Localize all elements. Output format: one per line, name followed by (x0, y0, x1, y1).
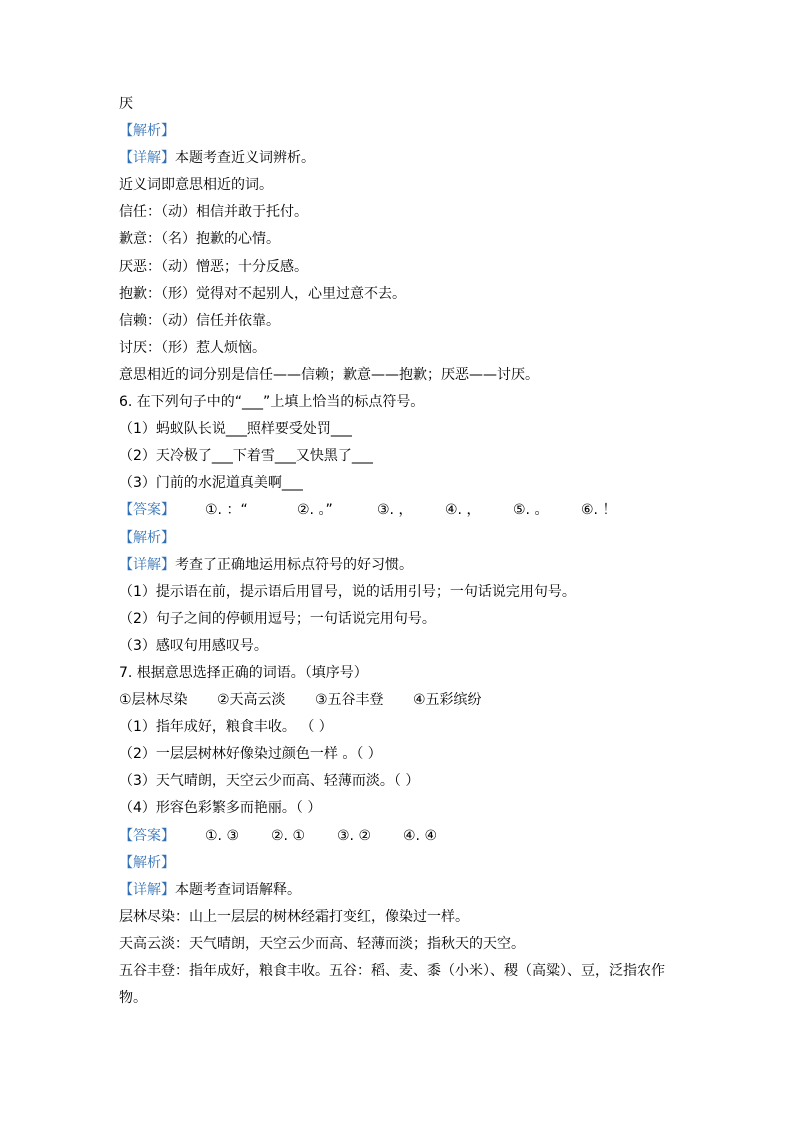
option-item: ④五彩缤纷 (413, 692, 482, 709)
text-line: 歉意：（名）抱歉的心情。 (119, 231, 280, 248)
analysis-tag: 【解析】 (119, 529, 175, 546)
answer-item: ③. ② (337, 827, 372, 844)
text-line: 信赖：（动）信任并依靠。 (119, 312, 280, 329)
detail-text: 本题考查近义词辨析。 (175, 150, 315, 167)
document-page (119, 91, 679, 1012)
analysis-tag: 【解析】 (119, 854, 175, 871)
option-item: ③五谷丰登 (315, 692, 384, 709)
question-7-title: 7. 根据意思选择正确的词语。（填序号） (119, 664, 368, 681)
answer-item: ①. ：“ (205, 502, 248, 519)
question-6-item-3: （3）门前的水泥道真美啊___ (119, 475, 303, 492)
detail-tag: 【详解】 (119, 556, 175, 573)
question-6-title: 6. 在下列句子中的“___”上填上恰当的标点符号。 (119, 394, 425, 411)
detail-tag: 【详解】 (119, 150, 175, 167)
detail-text: 本题考查词语解释。 (175, 881, 301, 898)
answer-item: ②. ① (271, 827, 306, 844)
option-item: ①层林尽染 (119, 692, 188, 709)
text-line: 近义词即意思相近的词。 (119, 177, 273, 194)
text-line: 厌恶：（动）憎恶；十分反感。 (119, 258, 308, 275)
answer-item: ⑥. ！ (581, 502, 617, 519)
text-line: 层林尽染：山上一层层的树林经霜打变红，像染过一样。 (119, 908, 469, 925)
question-7-item-4: （4）形容色彩繁多而艳丽。（ ） (119, 800, 322, 817)
question-7-item-1: （1）指年成好，粮食丰收。 （ ） (119, 719, 333, 736)
text-line: 意思相近的词分别是信任——信赖；歉意——抱歉；厌恶——讨厌。 (119, 366, 539, 383)
text-line: 信任：（动）相信并敢于托付。 (119, 204, 308, 221)
detail-tag: 【详解】 (119, 881, 175, 898)
detail-text: 考查了正确地运用标点符号的好习惯。 (175, 556, 413, 573)
question-7-item-2: （2）一层层树林好像染过颜色一样 。（ ） (119, 746, 382, 763)
question-6-item-1: （1）蚂蚁队长说___照样要受处罚___ (119, 421, 352, 438)
detail-line (119, 552, 679, 579)
answer-item: ④. ， (445, 502, 481, 519)
analysis-tag: 【解析】 (119, 123, 175, 140)
text-line: （2）句子之间的停顿用逗号；一句话说完用句号。 (119, 610, 436, 627)
detail-line (119, 145, 679, 172)
question-6-item-2: （2）天冷极了___下着雪___又快黑了___ (119, 448, 373, 465)
question-6-answer (119, 497, 679, 524)
answer-item: ⑤. 。 (513, 502, 549, 519)
answer-item: ③. ， (377, 502, 413, 519)
option-item: ②天高云淡 (217, 692, 286, 709)
text-line: 厌 (119, 96, 133, 112)
text-line: （3）感叹句用感叹号。 (119, 637, 268, 654)
text-line: 讨厌：（形）惹人烦恼。 (119, 339, 266, 356)
question-7-item-3: （3）天气晴朗，天空云少而高、轻薄而淡。（ ） (119, 773, 420, 790)
question-7-options (119, 687, 679, 714)
text-line: 五谷丰登：指年成好，粮食丰收。五谷：稻、麦、黍（小米）、稷（高粱）、豆，泛指农作 (119, 963, 665, 979)
answer-item: ①. ③ (205, 827, 240, 844)
detail-line (119, 877, 679, 904)
answer-tag: 【答案】 (119, 827, 175, 844)
question-7-answer (119, 823, 679, 850)
text-line: （1）提示语在前，提示语后用冒号，说的话用引号；一句话说完用句号。 (119, 583, 576, 600)
answer-item: ④. ④ (403, 827, 438, 844)
answer-tag: 【答案】 (119, 502, 175, 519)
answer-item: ②. 。” (297, 502, 333, 519)
text-line: 天高云淡：天气晴朗，天空云少而高、轻薄而淡；指秋天的天空。 (119, 935, 525, 952)
text-line: 抱歉：（形）觉得对不起别人，心里过意不去。 (119, 285, 406, 302)
text-line: 物。 (119, 990, 147, 1007)
